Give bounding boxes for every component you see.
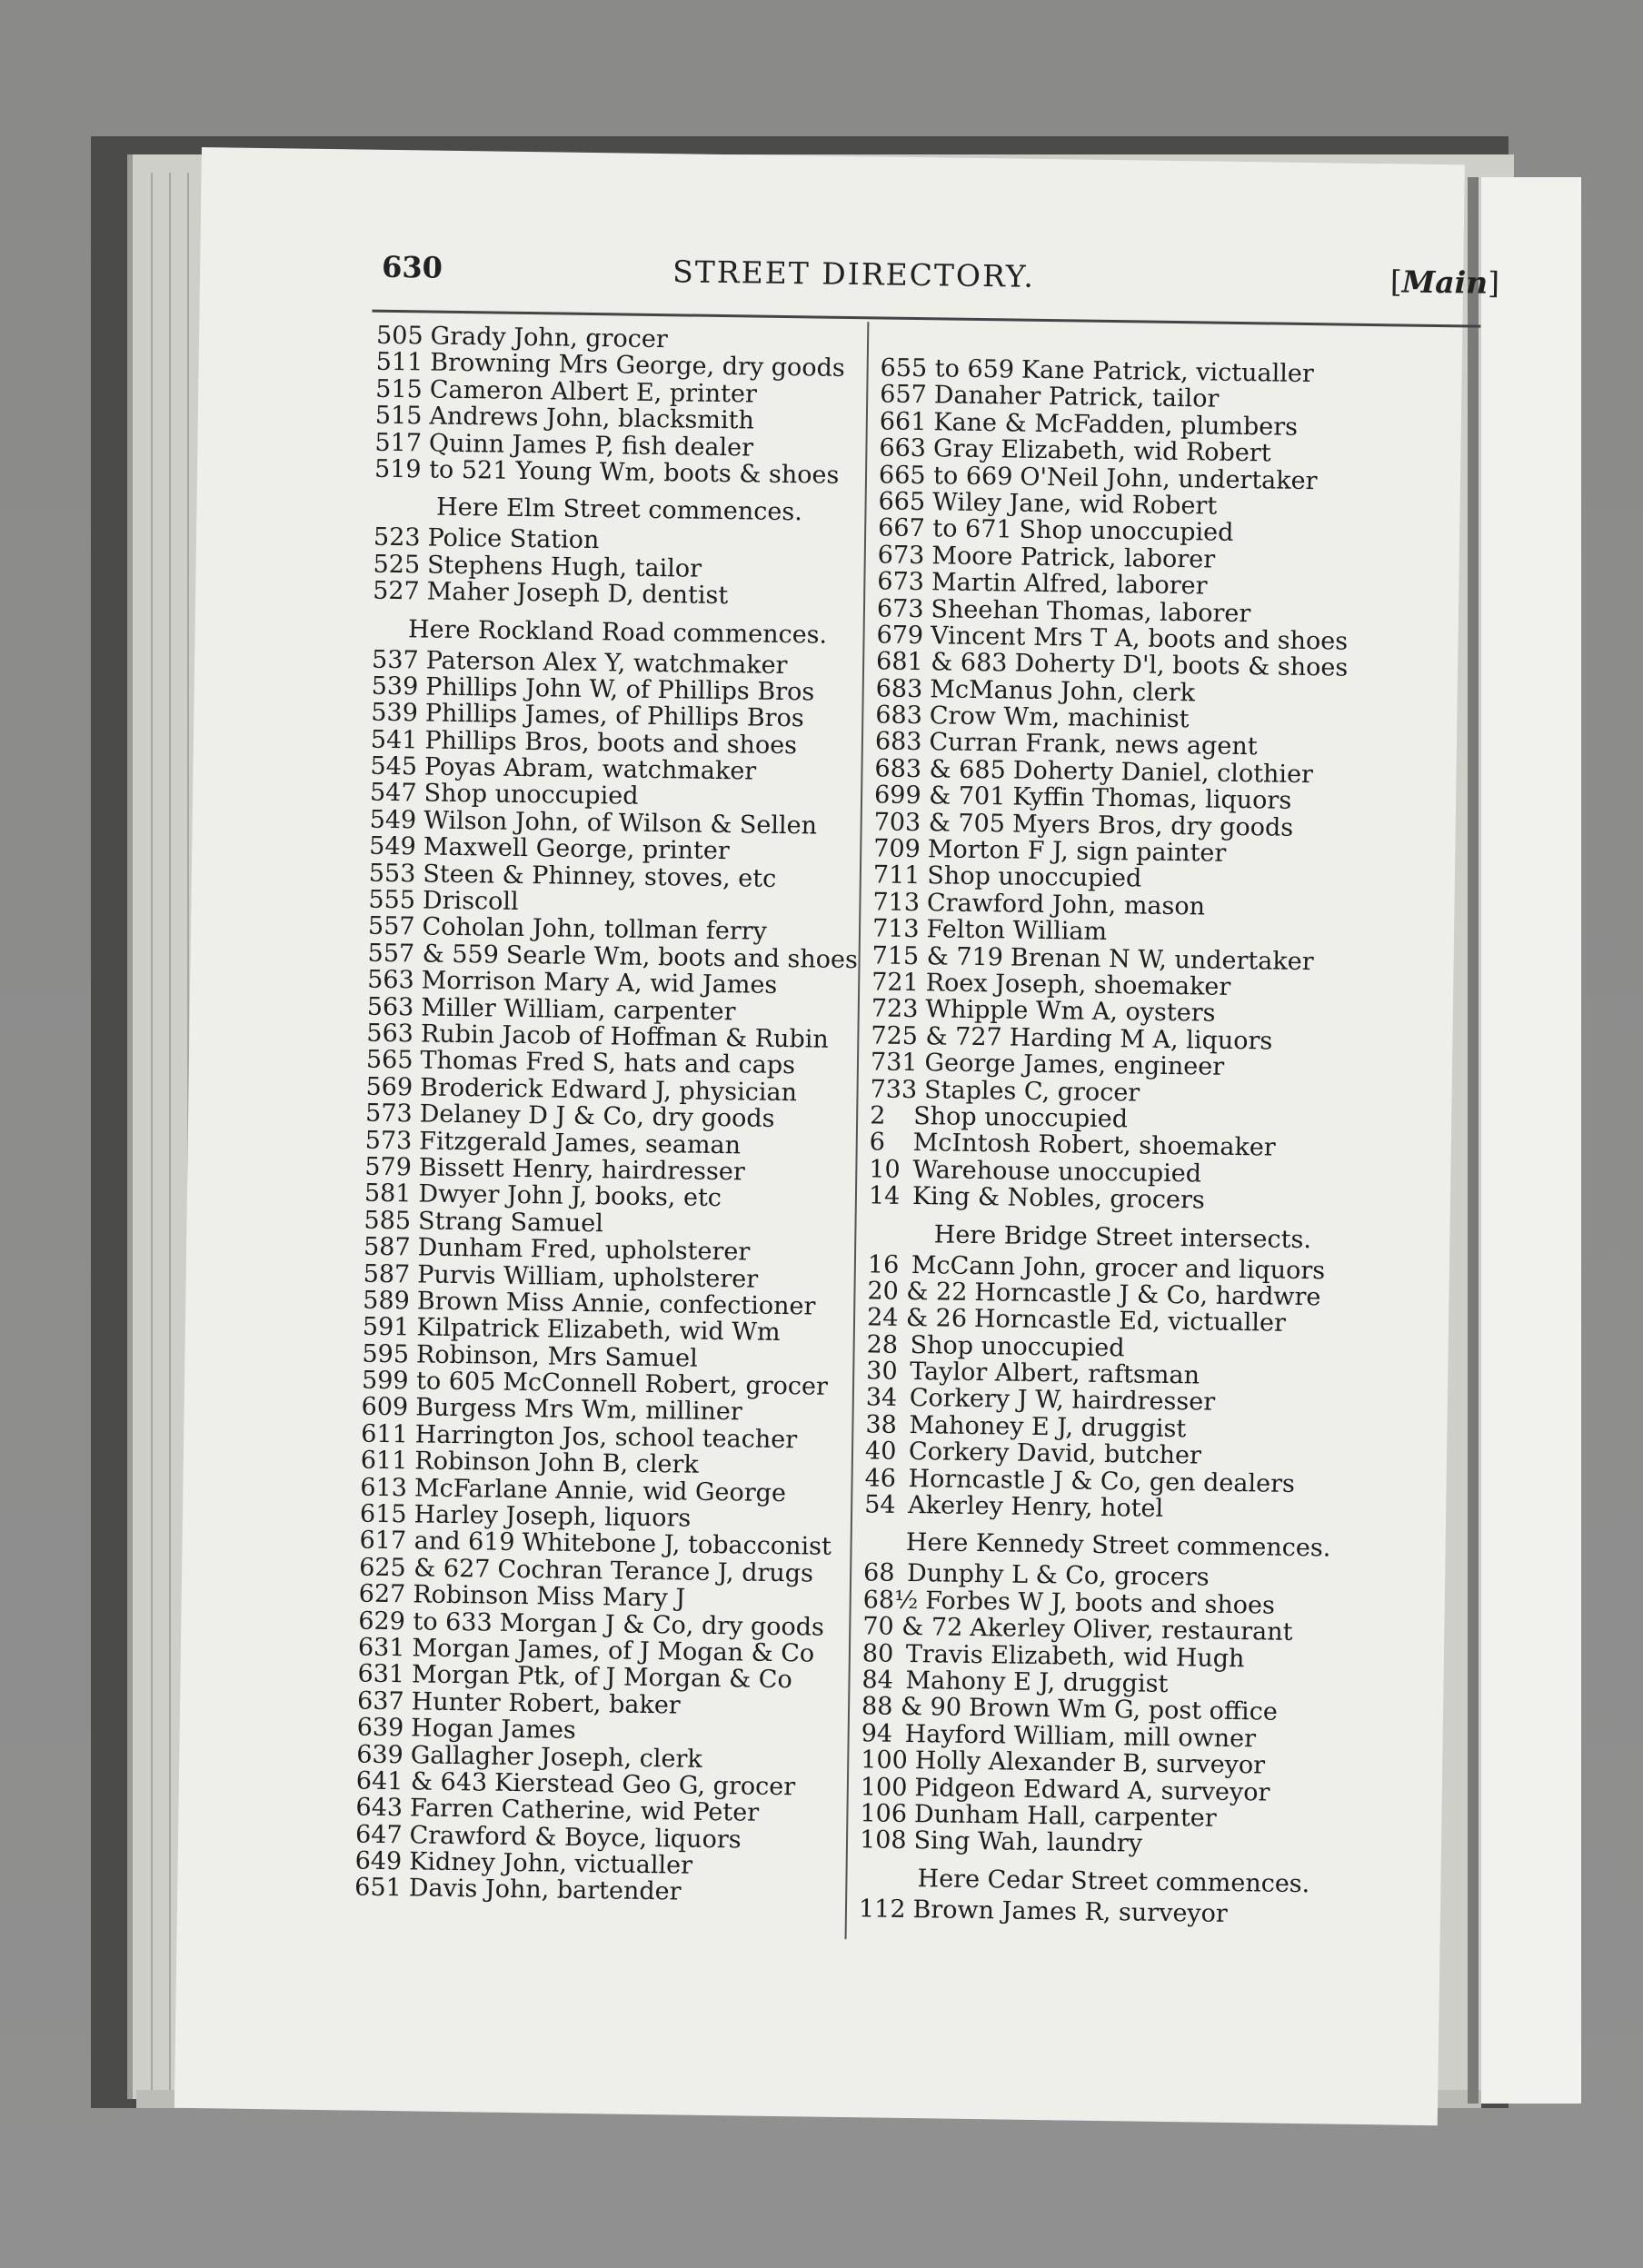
street-number: 713 (871, 914, 920, 944)
entry-text: Horncastle J & Co, gen dealers (908, 1464, 1296, 1498)
page-edge-line (151, 173, 153, 2090)
street-number: 80 (861, 1638, 894, 1668)
street-number: 683 (875, 674, 923, 703)
street-number: 563 (367, 965, 414, 995)
street-number: 557 & 559 (367, 939, 500, 970)
street-number: 557 (367, 912, 415, 941)
entry-text: Whipple Wm A, oysters (925, 995, 1216, 1029)
street-number: 617 and 619 (359, 1526, 515, 1557)
entry-text: Miller William, carpenter (421, 993, 736, 1026)
entry-text: Morgan Ptk, of J Morgan & Co (411, 1660, 792, 1695)
entry-text: Corkery J W, hairdresser (909, 1384, 1216, 1418)
street-number: 545 (370, 751, 418, 781)
street-number: 553 (368, 859, 416, 889)
street-number: 70 & 72 (862, 1612, 963, 1643)
street-number: 537 (371, 645, 419, 674)
entry-text: Rubin Jacob of Hoffman & Rubin (420, 1020, 830, 1054)
street-number: 655 to 659 (880, 353, 1015, 384)
street-number: 14 (868, 1181, 901, 1210)
entry-text: Danaher Patrick, tailor (933, 381, 1220, 414)
entry-text: Harley Joseph, liquors (413, 1500, 692, 1533)
entry-text: Staples C, grocer (923, 1075, 1140, 1108)
street-number: 611 (360, 1446, 408, 1476)
entry-text: Travis Elizabeth, wid Hugh (905, 1639, 1245, 1673)
entry-text: Brown James R, surveyor (912, 1895, 1229, 1928)
street-number: 587 (363, 1232, 411, 1262)
entry-text: Gallagher Joseph, clerk (410, 1740, 702, 1774)
street-number: 539 (371, 698, 419, 728)
entry-text: Myers Bros, dry goods (1011, 810, 1294, 842)
entry-text: Shop unoccupied (912, 1101, 1129, 1134)
entry-text: Kilpatrick Elizabeth, wid Wm (416, 1313, 781, 1348)
left-column (354, 323, 867, 1908)
entry-text: Wiley Jane, wid Robert (931, 488, 1218, 521)
street-number: 24 & 26 (866, 1303, 968, 1334)
street-number: 16 (867, 1249, 900, 1279)
street-number: 637 (356, 1686, 404, 1716)
street-number: 38 (865, 1410, 898, 1439)
entry-text: Kidney John, victualler (409, 1847, 693, 1880)
section-close-bracket: ] (1487, 264, 1500, 301)
entry-text: Brown Miss Annie, confectioner (416, 1287, 816, 1321)
entry-text: Cochran Terance J, drugs (497, 1555, 814, 1588)
street-number: 34 (865, 1383, 898, 1413)
entry-text: Kane & McFadden, plumbers (933, 408, 1299, 442)
page-title: STREET DIRECTORY. (672, 254, 1036, 294)
entry-text: Police Station (427, 523, 600, 555)
street-number: 673 (877, 567, 925, 597)
street-number: 563 (366, 1019, 414, 1049)
entry-text: Phillips James, of Phillips Bros (424, 699, 804, 733)
entry-text: Felton William (926, 915, 1108, 947)
entry-text: Doherty D'l, boots & shoes (1014, 649, 1349, 682)
entry-text: McIntosh Robert, shoemaker (912, 1129, 1276, 1162)
entry-text: Corkery David, butcher (908, 1437, 1202, 1470)
street-number: 731 (870, 1048, 918, 1078)
entry-text: Wilson John, of Wilson & Sellen (423, 806, 818, 841)
entry-text: Sheehan Thomas, laborer (931, 594, 1251, 628)
street-number: 661 (879, 407, 927, 436)
street-number: 725 & 727 (871, 1021, 1002, 1052)
street-number: 581 (363, 1179, 412, 1209)
street-number: 639 (356, 1713, 404, 1743)
street-number: 657 (880, 380, 928, 410)
entry-text: George James, engineer (924, 1049, 1225, 1081)
entry-text: Crawford John, mason (926, 889, 1206, 921)
street-number: 100 (861, 1746, 909, 1776)
entry-text: Stephens Hugh, tailor (426, 551, 702, 583)
street-number: 517 (374, 428, 423, 457)
entry-text: Gray Elizabeth, wid Robert (932, 434, 1271, 468)
street-number: 10 (869, 1155, 901, 1184)
entry-text: Maher Joseph D, dentist (426, 577, 729, 611)
street-number: 555 (368, 885, 416, 915)
entry-text: Fitzgerald James, seaman (419, 1126, 742, 1159)
street-number: 28 (866, 1330, 899, 1359)
entry-text: McCann John, grocer and liquors (911, 1250, 1326, 1285)
page-number: 630 (381, 249, 443, 285)
street-number: 40 (864, 1437, 897, 1467)
entry-text: Paterson Alex Y, watchmaker (425, 646, 788, 680)
street-number: 651 (354, 1874, 403, 1903)
entry-text: Horncastle J & Co, hardwre (974, 1278, 1321, 1312)
street-number: 703 & 705 (873, 808, 1006, 839)
entry-text: Brenan N W, undertaker (1010, 943, 1314, 976)
street-number: 641 & 643 (355, 1766, 488, 1797)
entry-text: Morton F J, sign painter (927, 835, 1227, 868)
street-number: 94 (861, 1719, 893, 1748)
street-number: 615 (359, 1499, 407, 1529)
entry-text: Morgan James, of J Mogan & Co (412, 1634, 815, 1668)
street-note-text: Here Bridge Street intersects. (933, 1219, 1312, 1254)
entry-text: Davis John, bartender (408, 1874, 682, 1907)
street-number: 639 (356, 1740, 404, 1769)
right-column (859, 354, 1389, 1929)
street-number: 667 to 671 (878, 513, 1012, 544)
street-number: 649 (354, 1846, 403, 1876)
entry-text: Holly Alexander B, surveyor (914, 1746, 1266, 1780)
entry-text: Vincent Mrs T A, boots and shoes (930, 622, 1349, 656)
entry-text: Doherty Daniel, clothier (1012, 756, 1314, 790)
street-number: 2 (869, 1101, 886, 1130)
entry-text: Shop unoccupied (1019, 515, 1234, 548)
entry-text: Grady John, grocer (430, 322, 669, 354)
street-number: 631 (357, 1659, 405, 1689)
entry-text: Robinson, Mrs Samuel (415, 1340, 698, 1373)
street-number: 711 (872, 860, 921, 890)
next-page (1481, 177, 1581, 2104)
section-open-bracket: [ (1389, 264, 1403, 300)
entry-text: Martin Alfred, laborer (931, 568, 1208, 601)
directory-entry (354, 1875, 845, 1908)
entry-text: Crow Wm, machinist (929, 701, 1190, 734)
entry-text: Delaney D J & Co, dry goods (419, 1099, 775, 1134)
entry-text: Dunham Fred, upholsterer (417, 1233, 751, 1267)
street-number: 733 (870, 1074, 918, 1104)
street-number: 515 (374, 401, 423, 431)
street-number: 108 (859, 1825, 907, 1855)
page-edge-line (169, 173, 171, 2090)
street-number: 647 (354, 1820, 403, 1849)
entry-text: Driscoll (422, 886, 519, 916)
street-number: 539 (371, 671, 419, 701)
street-number: 665 to 669 (878, 461, 1013, 492)
entry-text: Sing Wah, laundry (913, 1826, 1143, 1858)
street-number: 519 to 521 (373, 454, 509, 485)
street-number: 54 (863, 1490, 896, 1519)
street-note-text: Here Kennedy Street commences. (905, 1528, 1331, 1563)
street-number: 585 (363, 1206, 412, 1236)
entry-text: Akerley Oliver, restaurant (970, 1614, 1293, 1647)
entry-text: Phillips John W, of Phillips Bros (425, 672, 815, 707)
entry-text: Mahoney E J, druggist (909, 1410, 1187, 1444)
street-number: 665 (878, 487, 926, 517)
entry-text: Farren Catherine, wid Peter (409, 1794, 760, 1828)
entry-text: Strang Samuel (417, 1207, 604, 1238)
street-number: 709 (873, 834, 921, 864)
street-number: 723 (871, 994, 919, 1024)
street-number: 563 (366, 992, 414, 1021)
entry-text: Curran Frank, news agent (929, 728, 1258, 761)
entry-text: Roex Joseph, shoemaker (925, 969, 1231, 1001)
street-number: 527 (372, 576, 420, 606)
street-number: 30 (866, 1357, 898, 1386)
street-number: 643 (355, 1793, 403, 1823)
street-number: 673 (877, 541, 925, 570)
street-number: 573 (364, 1126, 413, 1155)
street-number: 20 & 22 (867, 1277, 968, 1307)
entry-text: Dwyer John J, books, etc (418, 1179, 722, 1213)
entry-text: Kierstead Geo G, grocer (493, 1768, 796, 1802)
entry-text: McConnell Robert, grocer (503, 1368, 829, 1401)
street-number: 699 & 701 (873, 781, 1006, 811)
directory-page (174, 147, 1500, 2125)
entry-text: Phillips Bros, boots and shoes (424, 726, 798, 760)
street-number: 663 (879, 433, 927, 463)
entry-text: Forbes W J, boots and shoes (925, 1587, 1276, 1620)
street-note-text: Here Rockland Road commences. (407, 614, 828, 650)
entry-text: Young Wm, boots & shoes (515, 456, 840, 490)
street-number: 46 (864, 1463, 897, 1493)
entry-text: Harrington Jos, school teacher (414, 1420, 798, 1455)
street-number: 587 (363, 1259, 411, 1288)
street-number: 589 (363, 1286, 411, 1316)
entry-text: Brown Wm G, post office (968, 1694, 1278, 1727)
street-number: 595 (362, 1339, 410, 1368)
street-number: 629 to 633 (358, 1606, 493, 1637)
street-number: 713 (872, 888, 921, 917)
entry-text: Dunphy L & Co, grocers (906, 1559, 1210, 1593)
entry-text: Andrews John, blacksmith (429, 402, 755, 435)
entry-text: Robinson Miss Mary J (413, 1580, 686, 1613)
street-number: 721 (871, 968, 920, 998)
street-number: 88 & 90 (861, 1692, 962, 1723)
entry-text: Kyffin Thomas, liquors (1012, 782, 1292, 816)
entry-text: Mahony E J, druggist (905, 1666, 1169, 1698)
entry-text: Warehouse unoccupied (912, 1155, 1202, 1189)
street-number: 715 & 719 (871, 940, 1004, 971)
street-number: 591 (362, 1312, 410, 1342)
street-number: 681 & 683 (875, 647, 1008, 678)
street-number: 547 (369, 779, 417, 808)
gutter (1468, 177, 1479, 2104)
entry-text: Harding M A, liquors (1009, 1023, 1273, 1056)
entry-text: Dunham Hall, carpenter (913, 1800, 1217, 1833)
entry-text: Morgan J & Co, dry goods (499, 1608, 825, 1642)
street-number: 6 (869, 1128, 886, 1157)
street-number: 549 (369, 831, 417, 861)
entry-text: McManus John, clerk (930, 674, 1196, 708)
street-note (372, 604, 863, 653)
street-number: 541 (370, 725, 418, 755)
street-number: 683 & 685 (874, 754, 1007, 785)
entry-text: Quinn James P, fish dealer (428, 429, 754, 463)
street-number: 609 (361, 1393, 409, 1422)
street-number: 505 (375, 321, 423, 351)
entry-text: Poyas Abram, watchmaker (423, 752, 757, 786)
entry-text: Akerley Henry, hotel (907, 1491, 1164, 1523)
entry-text: Hunter Robert, baker (411, 1687, 681, 1720)
entry-text: Hogan James (411, 1714, 576, 1746)
entry-text: Shop unoccupied (910, 1330, 1125, 1362)
street-number: 611 (361, 1419, 409, 1449)
entry-text: Morrison Mary A, wid James (421, 966, 778, 1000)
entry-text: Shop unoccupied (927, 861, 1142, 893)
entry-text: Hayford William, mill owner (904, 1719, 1257, 1754)
street-number: 573 (364, 1099, 413, 1129)
entry-text: Thomas Fred S, hats and caps (420, 1046, 796, 1080)
entry-text: Maxwell George, printer (423, 832, 731, 866)
street-number: 673 (876, 593, 924, 623)
street-number: 68 (862, 1558, 895, 1588)
street-number: 100 (860, 1772, 908, 1802)
entry-text: King & Nobles, grocers (911, 1182, 1205, 1215)
street-number: 525 (373, 550, 421, 580)
entry-text: Cameron Albert E, printer (429, 375, 758, 409)
entry-text: McFarlane Annie, wid George (413, 1474, 787, 1507)
street-number: 579 (364, 1152, 413, 1182)
street-number: 84 (861, 1666, 894, 1695)
entry-text: Whitebone J, tobacconist (522, 1528, 832, 1562)
entry-text: Coholan John, tollman ferry (422, 912, 768, 947)
street-number: 627 (358, 1579, 406, 1609)
entry-text: O'Neil John, undertaker (1020, 463, 1318, 495)
street-note-text: Here Elm Street commences. (435, 492, 802, 527)
street-number: 679 (876, 621, 924, 651)
street-number: 523 (373, 523, 421, 552)
street-number: 106 (860, 1799, 908, 1828)
entry-text: Burgess Mrs Wm, milliner (414, 1393, 743, 1427)
entry-text: Shop unoccupied (423, 779, 639, 811)
street-number: 625 & 627 (358, 1553, 491, 1584)
entry-text: Robinson John B, clerk (414, 1447, 700, 1480)
entry-text: Horncastle Ed, victualler (973, 1305, 1287, 1338)
entry-text: Browning Mrs George, dry goods (430, 348, 845, 383)
entry-text: Pidgeon Edward A, surveyor (914, 1773, 1270, 1807)
entry-text: Bissett Henry, hairdresser (418, 1153, 745, 1187)
street-number: 599 to 605 (361, 1366, 496, 1397)
street-number: 683 (874, 727, 922, 757)
entry-text: Purvis William, upholsterer (417, 1259, 759, 1294)
section-label (1390, 264, 1500, 301)
entry-text: Moore Patrick, laborer (931, 541, 1216, 574)
street-number: 68½ (862, 1586, 919, 1615)
entry-text: Searle Wm, boots and shoes (505, 940, 859, 974)
street-number: 112 (858, 1894, 906, 1924)
street-number: 631 (357, 1633, 405, 1663)
entry-text: Broderick Edward J, physician (419, 1073, 798, 1108)
entry-text: Taylor Albert, raftsman (910, 1358, 1200, 1390)
street-number: 683 (875, 701, 923, 731)
street-number: 515 (375, 374, 423, 404)
street-number: 511 (375, 348, 423, 377)
street-number: 613 (360, 1473, 408, 1502)
street-number: 565 (365, 1046, 413, 1075)
entry-text: Steen & Phinney, stoves, etc (423, 860, 777, 893)
street-number: 569 (365, 1072, 413, 1102)
street-note-text: Here Cedar Street commences. (917, 1864, 1310, 1898)
entry-text: Kane Patrick, victualler (1021, 355, 1315, 389)
section-name: Main (1401, 264, 1489, 301)
page-header (382, 250, 1500, 320)
street-number: 549 (369, 805, 417, 835)
entry-text: Crawford & Boyce, liquors (409, 1821, 742, 1855)
